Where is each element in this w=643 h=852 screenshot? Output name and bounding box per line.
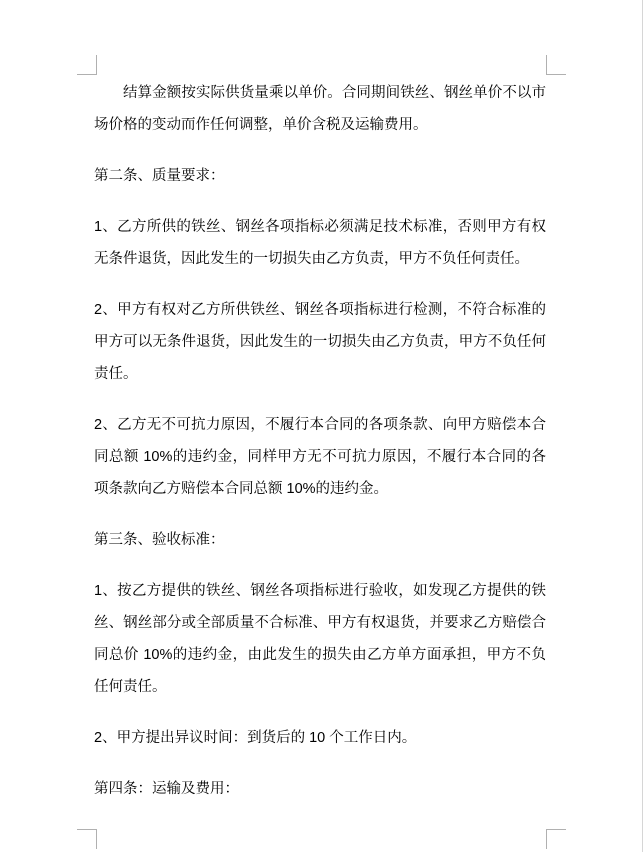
- document-text-area[interactable]: [94, 77, 546, 824]
- crop-mark-top-right-horizontal: [546, 74, 566, 75]
- crop-mark-bottom-right-vertical: [546, 829, 547, 849]
- crop-mark-bottom-left-vertical: [96, 829, 97, 849]
- clause-breach-penalty: 2、乙方无不可抗力原因，不履行本合同的各项条款、向甲方赔偿本合同总额 10%的违约金，同样甲方无不可抗力原因，不履行本合同的各项条款向乙方赔偿本合同总额 10%的违约金。: [94, 417, 546, 497]
- heading-article-4-transport: 第四条：运输及费用：: [94, 781, 239, 797]
- heading-article-2-quality: 第二条、质量要求：: [94, 168, 225, 184]
- crop-mark-top-left-vertical: [96, 55, 97, 75]
- clause-quality-2-inspection: 2、甲方有权对乙方所供铁丝、钢丝各项指标进行检测，不符合标准的甲方可以无条件退货，因此发生的一切损失由乙方负责，甲方不负任何责任。: [94, 302, 546, 382]
- crop-mark-bottom-right-horizontal: [546, 829, 566, 830]
- clause-quality-1: 1、乙方所供的铁丝、钢丝各项指标必须满足技术标准，否则甲方有权无条件退货，因此发生的一切损失由乙方负责，甲方不负任何责任。: [94, 219, 546, 267]
- paragraph-settlement-terms: 结算金额按实际供货量乘以单价。合同期间铁丝、钢丝单价不以市场价格的变动而作任何调整，单价含税及运输费用。: [94, 85, 546, 133]
- crop-mark-bottom-left-horizontal: [77, 829, 97, 830]
- crop-mark-top-right-vertical: [546, 55, 547, 75]
- crop-mark-top-left-horizontal: [77, 74, 97, 75]
- clause-objection-time: 2、甲方提出异议时间：到货后的 10 个工作日内。: [94, 730, 417, 746]
- heading-article-3-acceptance: 第三条、验收标准：: [94, 532, 225, 548]
- clause-acceptance-1: 1、按乙方提供的铁丝、钢丝各项指标进行验收，如发现乙方提供的铁丝、钢丝部分或全部质量不合标准、甲方有权退货，并要求乙方赔偿合同总价 10%的违约金，由此发生的损失由乙方单方面承担，甲方不负任何责任。: [94, 583, 546, 695]
